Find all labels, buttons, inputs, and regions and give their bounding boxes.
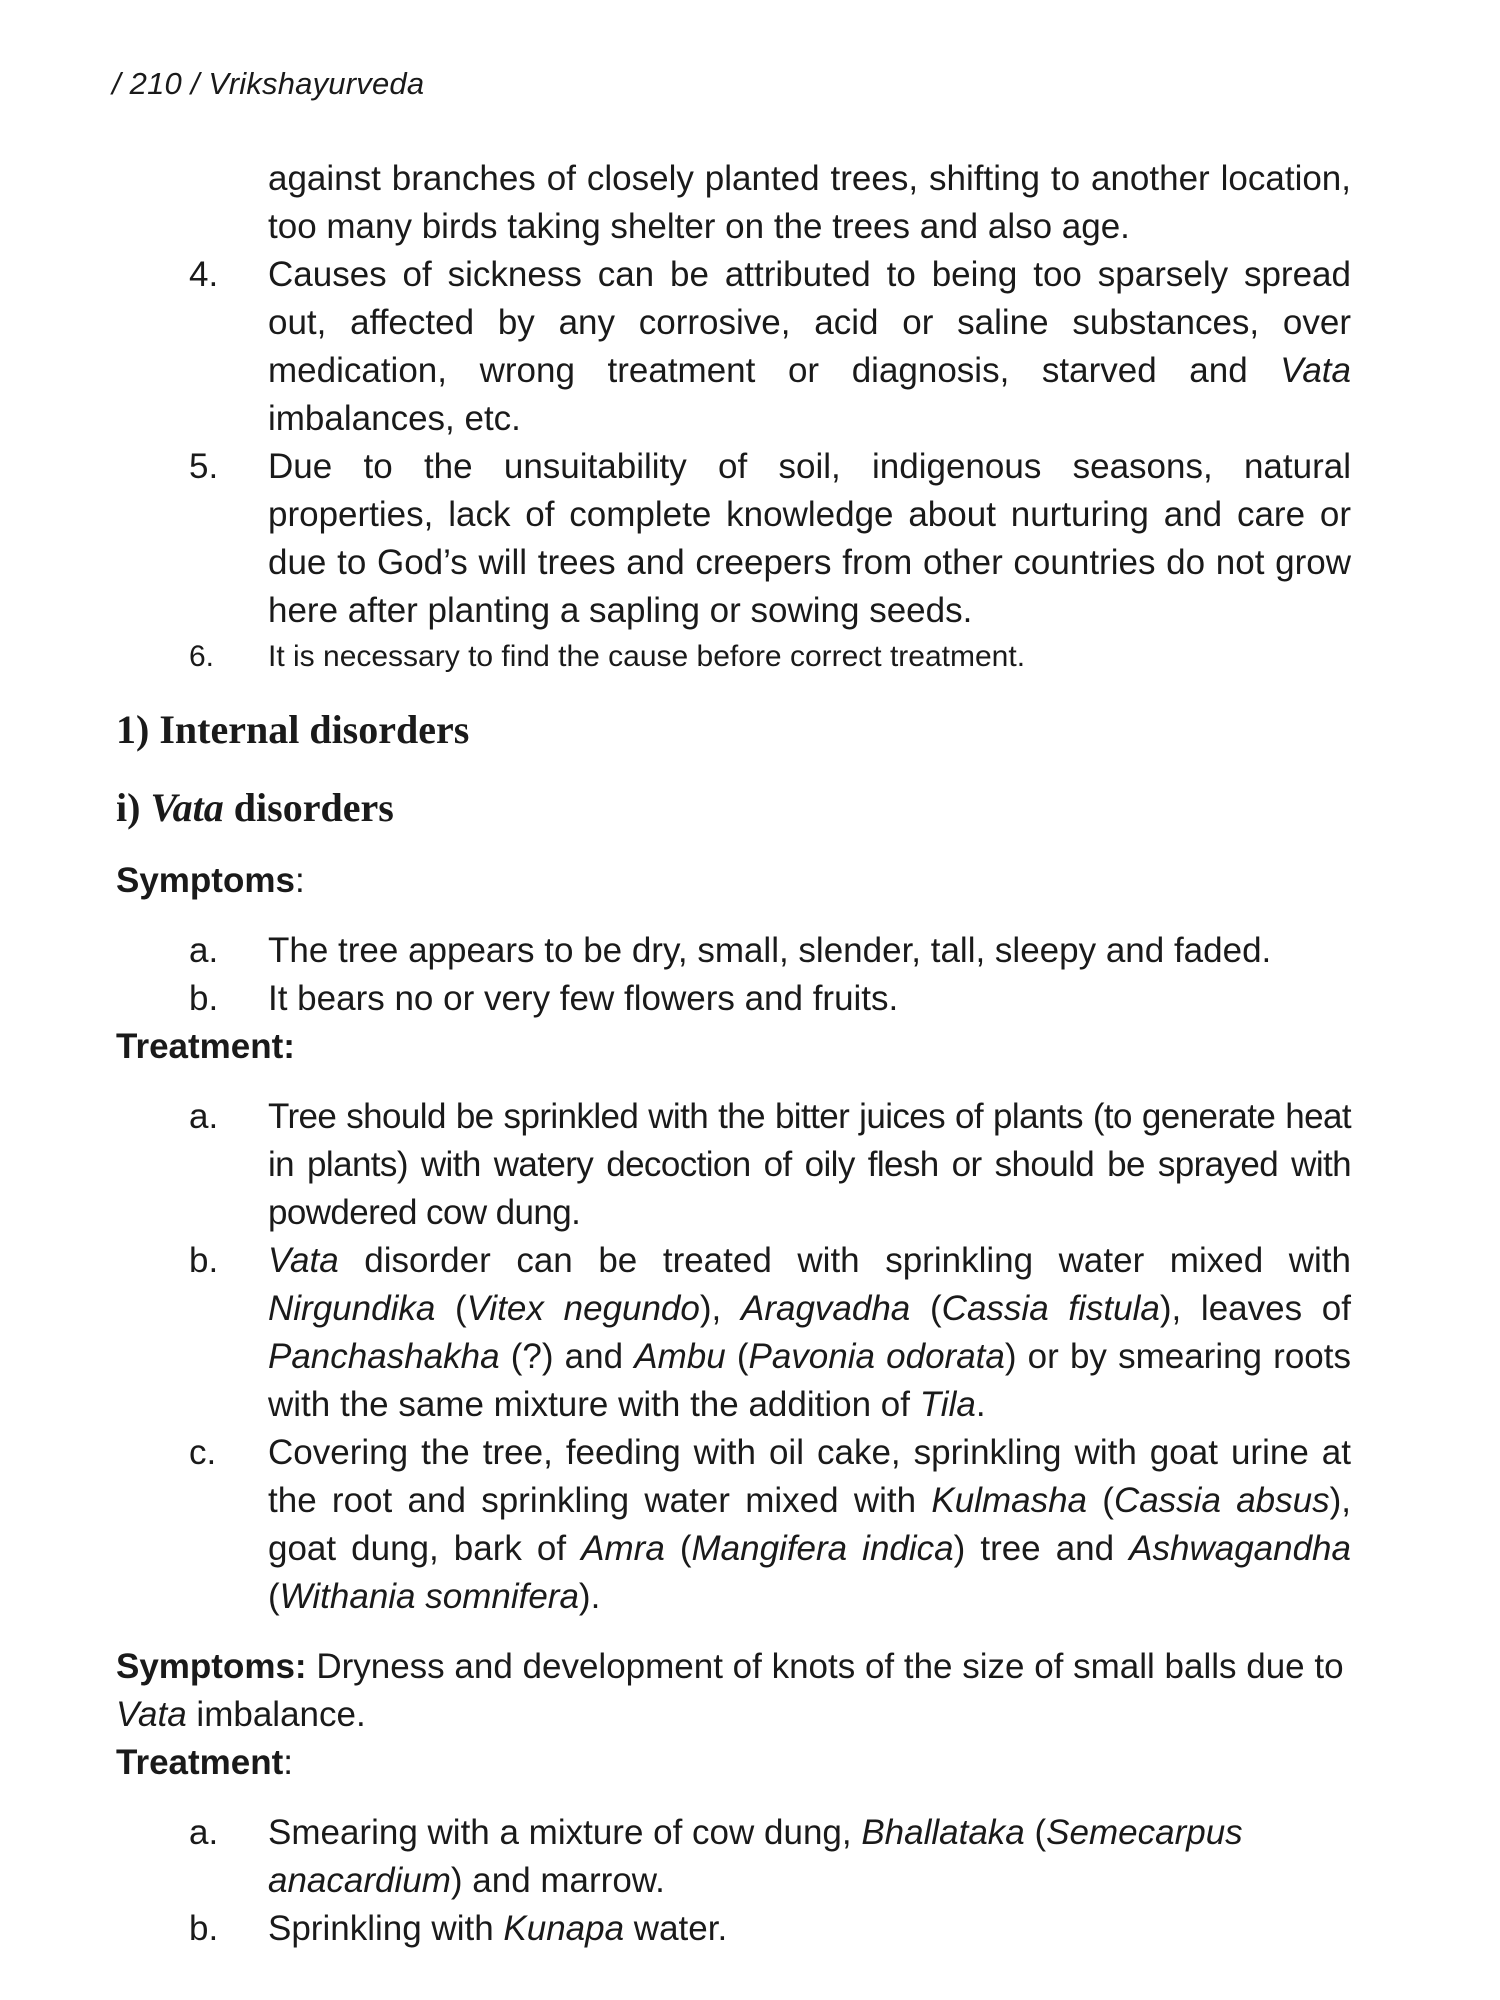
list-item: [116, 635, 1351, 679]
list-item: [116, 443, 1351, 635]
treatment2-heading: [116, 1739, 1351, 1787]
list-marker: b.: [189, 979, 219, 1018]
subsection-emph: Vata: [150, 785, 224, 830]
symptoms-colon: :: [294, 861, 305, 900]
list-marker: c.: [189, 1433, 217, 1472]
treatment2-list: [116, 1809, 1351, 1953]
section-heading: 1) Internal disorders: [116, 707, 470, 752]
list-item-text: Vata disorder can be treated with sprinkling water mixed with Nirgundika (Vitex negundo), Aragvadha (Cassia fistula), leaves of Panchashakha (?) and Ambu (Pavonia odorata) or by smearing roots with the same mixture with the addition of Tila.: [268, 1241, 1351, 1424]
list-marker: b.: [189, 1241, 219, 1280]
running-head: / 210 / Vrikshayurveda: [112, 66, 425, 101]
page-content: [116, 155, 1351, 1953]
subsection-prefix: i): [116, 785, 141, 830]
symptoms2-paragraph: [116, 1643, 1351, 1739]
symptoms-list: [116, 927, 1351, 1023]
list-marker: a.: [189, 931, 219, 970]
list-marker: b.: [189, 1909, 219, 1948]
treatment2-colon: :: [283, 1743, 294, 1782]
list-item: [116, 927, 1351, 975]
intro-continuation: against branches of closely planted trees, shifting to another location, too many birds taking shelter on the trees and also age.: [268, 159, 1351, 246]
list-item-text: Sprinkling with Kunapa water.: [268, 1909, 728, 1948]
list-item-text: Due to the unsuitability of soil, indigenous seasons, natural properties, lack of complete knowledge about nurturing and care or due to God’s will trees and creepers from other countries do not grow here after planting a sapling or sowing seeds.: [268, 447, 1351, 630]
symptoms-label: Symptoms: [116, 861, 295, 900]
list-item-text: The tree appears to be dry, small, slender, tall, sleepy and faded.: [268, 931, 1272, 970]
list-item: [116, 1809, 1351, 1905]
list-item: [116, 251, 1351, 443]
list-item: [116, 975, 1351, 1023]
symptoms2-text: Dryness and development of knots of the size of small balls due to Vata imbalance.: [116, 1647, 1344, 1734]
list-marker: 4.: [189, 255, 219, 294]
list-item: [116, 1093, 1351, 1237]
treatment2-label: Treatment: [116, 1743, 284, 1782]
list-item: [116, 1429, 1351, 1621]
subsection-heading: [116, 783, 1351, 833]
list-item-text: It bears no or very few flowers and fruits.: [268, 979, 899, 1018]
list-item-text: Smearing with a mixture of cow dung, Bhallataka (Semecarpus anacardium) and marrow.: [268, 1813, 1243, 1900]
list-marker: a.: [189, 1097, 219, 1136]
list-item: [116, 1237, 1351, 1429]
list-item-text: Causes of sickness can be attributed to being too sparsely spread out, affected by any corrosive, acid or saline substances, over medication, wrong treatment or diagnosis, starved and Vata imbalances, etc.: [268, 255, 1351, 438]
list-marker: 5.: [189, 447, 219, 486]
list-marker: a.: [189, 1813, 219, 1852]
symptoms-heading: [116, 857, 1351, 905]
list-item: [116, 1905, 1351, 1953]
symptoms2-label: Symptoms:: [116, 1647, 307, 1686]
treatment-heading: Treatment:: [116, 1027, 295, 1066]
list-marker: 6.: [189, 640, 215, 673]
list-item-text: It is necessary to find the cause before correct treatment.: [268, 640, 1026, 673]
treatment-list: [116, 1093, 1351, 1621]
list-item-text: Covering the tree, feeding with oil cake, sprinkling with goat urine at the root and sprinkling water mixed with Kulmasha (Cassia absus), goat dung, bark of Amra (Mangifera indica) tree and Ashwagandha (Withania somnifera).: [268, 1433, 1351, 1616]
subsection-suffix: disorders: [233, 785, 394, 830]
list-item-text: Tree should be sprinkled with the bitter juices of plants (to generate heat in plants) with watery decoction of oily flesh or should be sprayed with powdered cow dung.: [268, 1097, 1351, 1232]
causes-list: [116, 251, 1351, 679]
